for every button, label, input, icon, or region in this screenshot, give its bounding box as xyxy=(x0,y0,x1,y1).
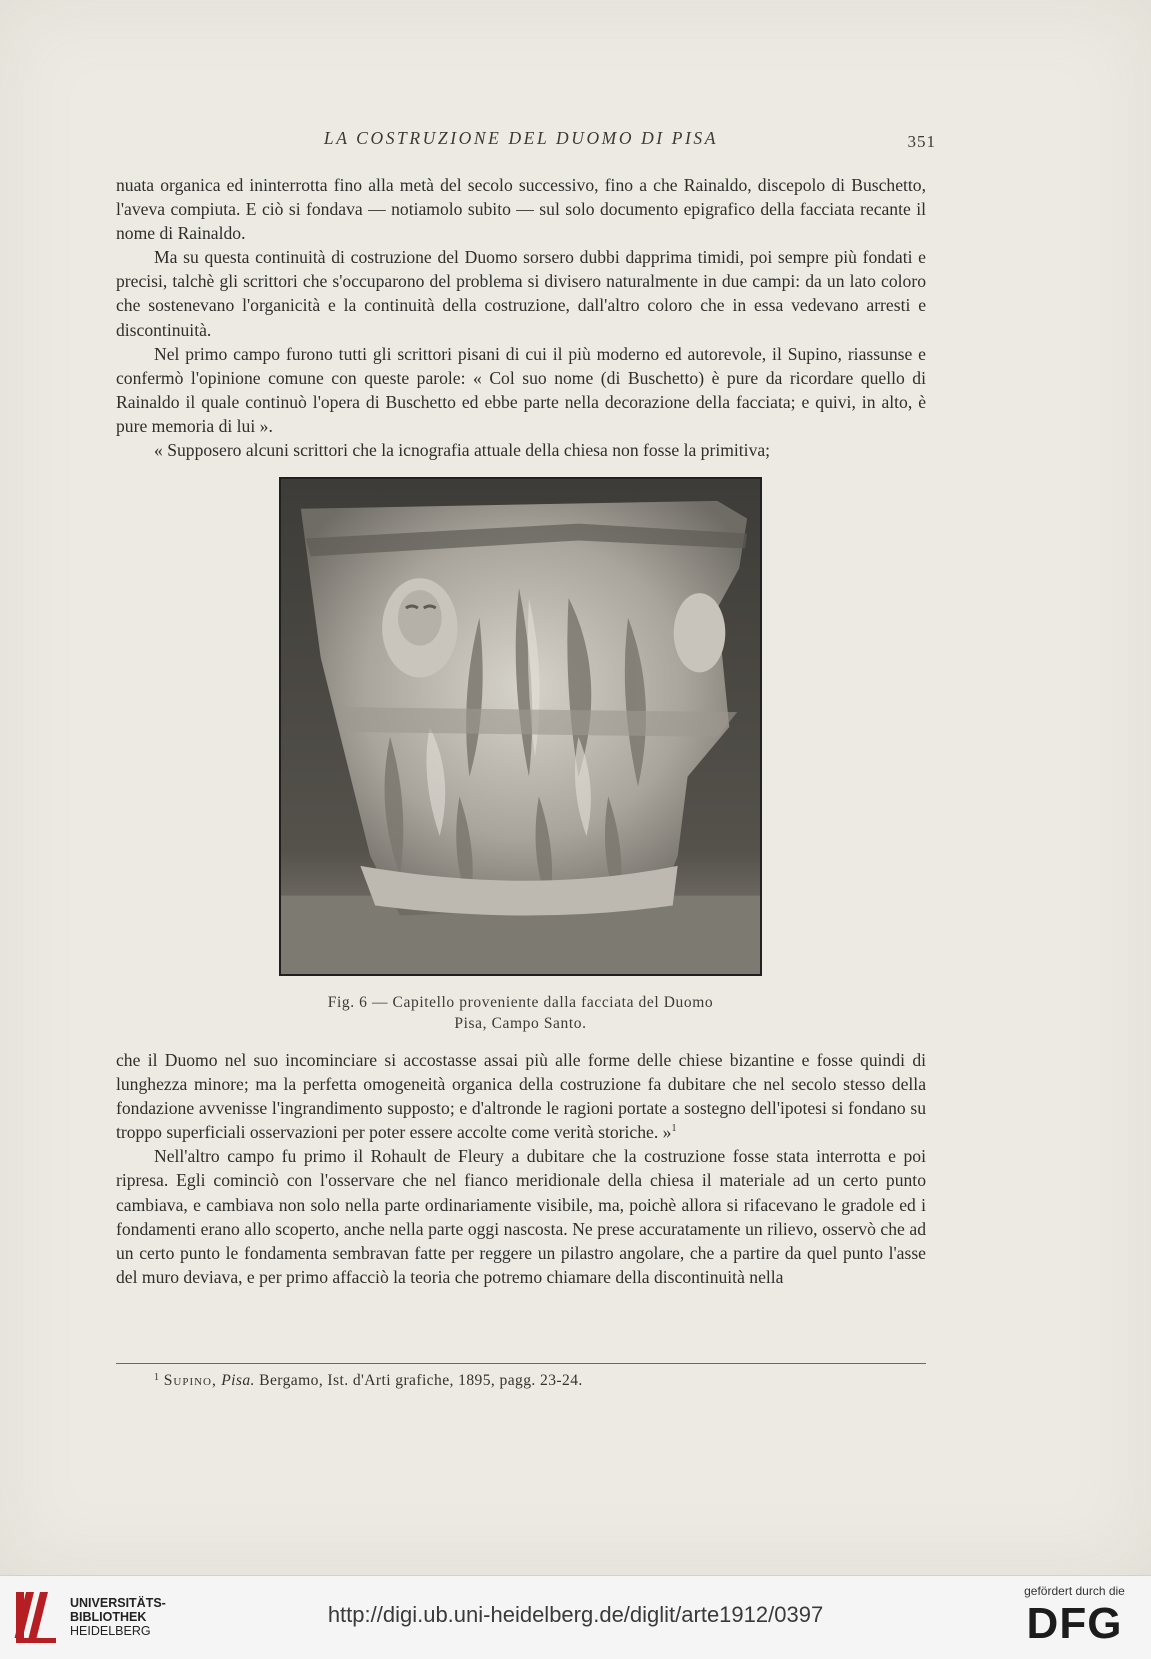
paragraph: nuata organica ed ininterrotta fino alla metà del secolo successivo, fino a che Rainaldo, discepolo di Buschetto, l'aveva compiuta. E ciò si fondava — notiamolo subito — sul solo documento epigrafico della facciata recante il nome di Rainaldo. xyxy=(116,175,926,244)
capital-photo-illustration xyxy=(281,479,760,974)
figure-caption xyxy=(279,992,762,1034)
figure-photo-capital xyxy=(279,477,762,976)
permalink-url[interactable]: http://digi.ub.uni-heidelberg.de/diglit/arte1912/0397 xyxy=(327,1602,824,1627)
library-name-line: UNIVERSITÄTS- xyxy=(70,1596,166,1610)
digitization-footer xyxy=(0,1575,1151,1659)
footnote-reference[interactable]: 1 xyxy=(671,1123,677,1135)
paragraph-text: che il Duomo nel suo incominciare si accostasse assai più alle forme delle chiese bizantine e fosse quindi di lunghezza minore; ma la perfetta omogeneità organica della costruzione fa dubitare che nel secolo stesso della fondazione avvenisse l'ingrandimento supposto; e d'altronde le ragioni portate a sostegno dell'ipotesi si fondano su troppo superficiali osservazioni per poter essere accolte come verità storiche. » xyxy=(116,1050,926,1143)
running-head xyxy=(116,128,936,158)
paragraph xyxy=(116,1048,926,1144)
footnote-citation: Bergamo, Ist. d'Arti grafiche, 1895, pagg. 23-24. xyxy=(259,1372,583,1389)
caption-line: Fig. 6 — Capitello proveniente dalla facciata del Duomo xyxy=(327,994,714,1011)
dfg-logo: DFG xyxy=(1026,1599,1123,1648)
paragraph: « Supposero alcuni scrittori che la icnografia attuale della chiesa non fosse la primitiva; xyxy=(154,440,771,461)
paragraph: Nell'altro campo fu primo il Rohault de Fleury a dubitare che la costruzione fosse stata interrotta e poi ripresa. Egli cominciò con l'osservare che nel fianco meridionale della chiesa il materiale ad un certo punto cambiava, e cambiava non solo nella parte ordinariamente visibile, ma, poichè allora si rifacevano le gradole ed i fondamenti erano allo scoperto, anche nella parte oggi nascosta. Ne prese accuratamente un rilievo, osservò che ad un certo punto le fondamenta sembravan fatte per reggere un pilastro angolare, che a partire da quel punto l'asse del muro deviava, e per primo affacciò la teoria che potremo chiamare della discontinuità nella xyxy=(116,1146,926,1287)
footnote-title: Pisa. xyxy=(221,1372,255,1389)
page-number: 351 xyxy=(907,132,936,151)
footnote-divider xyxy=(116,1363,926,1364)
running-title: LA COSTRUZIONE DEL DUOMO DI PISA xyxy=(323,128,719,148)
library-name-line: BIBLIOTHEK xyxy=(70,1610,147,1624)
paragraph: Nel primo campo furono tutti gli scrittori pisani di cui il più moderno ed autorevole, il Supino, riassunse e confermò l'opinione comune con queste parole: « Col suo nome (di Buschetto) è pure da ricordare quello di Rainaldo il quale continuò l'opera di Buschetto ed ebbe parte nella decorazione della facciata; e quivi, in alto, è pure memoria di lui ». xyxy=(116,343,926,436)
footnote-author: Supino, xyxy=(163,1372,217,1389)
funding-caption: gefördert durch die xyxy=(1024,1584,1125,1598)
body-text-bottom xyxy=(116,1048,926,1289)
funder-block[interactable] xyxy=(1012,1584,1137,1646)
library-name-line: HEIDELBERG xyxy=(70,1624,151,1638)
body-text-top xyxy=(116,173,926,462)
paragraph: Ma su questa continuità di costruzione del Duomo sorsero dubbi dapprima timidi, poi sempre più fondati e precisi, talchè gli scrittori che s'occuparono del problema si divisero naturalmente in due campi: da un lato coloro che sostenevano l'organicità e la continuità della costruzione, dall'altro coloro che in essa vedevano arresti e discontinuità. xyxy=(116,247,926,340)
footnote xyxy=(154,1370,934,1392)
caption-line: Pisa, Campo Santo. xyxy=(454,1015,587,1032)
footnote-number: 1 xyxy=(154,1372,160,1383)
